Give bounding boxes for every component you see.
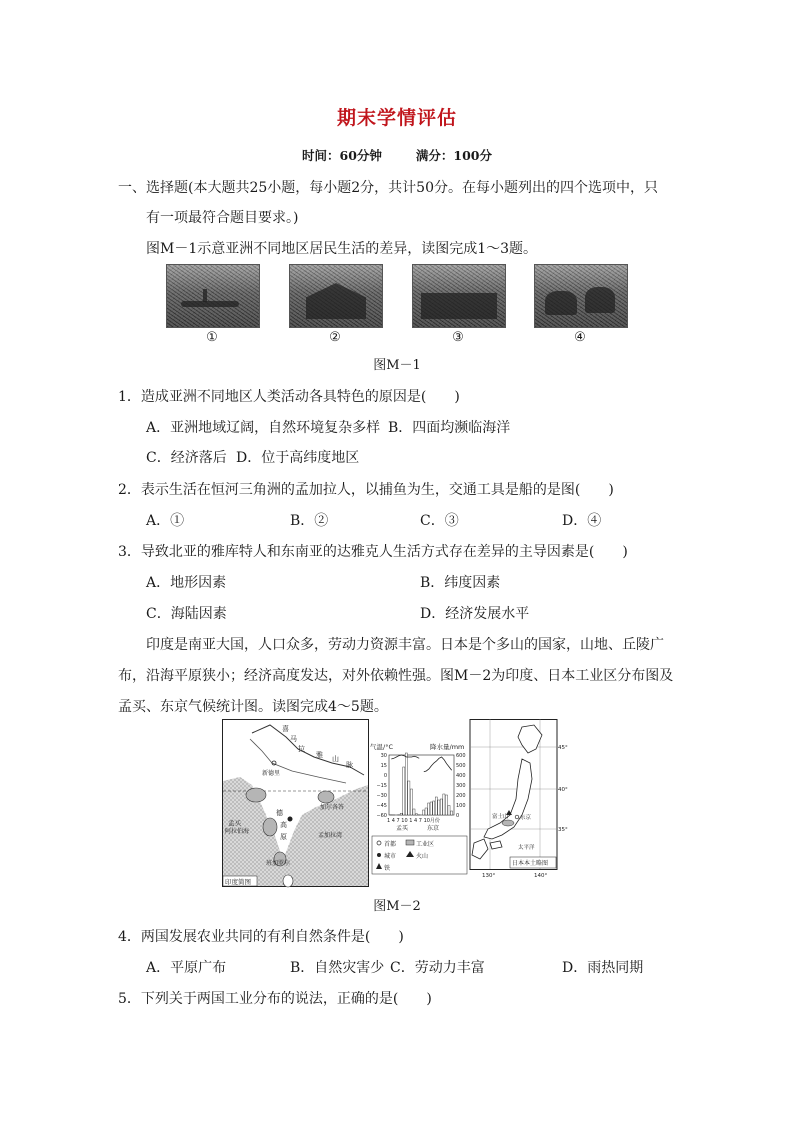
temp-line-tokyo [424, 757, 452, 772]
figure2-map [222, 719, 568, 887]
precip-bar-tokyo [435, 797, 437, 815]
precip-tick-label: 500 [456, 763, 466, 769]
map-label-himalaya-1: 喜 [282, 725, 289, 733]
precip-bar-tokyo [433, 801, 435, 815]
temp-tick-label: 30 [380, 753, 387, 759]
q2-stem: 2．表示生活在恒河三角洲的孟加拉人，以捕鱼为生，交通工具是船的是图( ) [118, 482, 614, 498]
japan-label-fuji: 富士山 [492, 814, 509, 820]
precip-tick-label: 200 [456, 793, 466, 799]
japan-lat-35: 35° [558, 827, 568, 833]
map-label-himalaya-3: 拉 [298, 745, 305, 753]
map-label-himalaya-2: 马 [290, 735, 297, 743]
climate-month-ticks: 1 4 7 10 1 4 7 10月份 [387, 818, 440, 824]
precip-bar-tokyo [440, 799, 442, 815]
passage-line3: 孟买、东京气候统计图。读图完成4～5题。 [118, 699, 388, 715]
india-map-title: 印度简图 [225, 878, 251, 886]
photo-village [412, 264, 506, 328]
climate-lines [391, 755, 451, 772]
precip-bar-mumbai [415, 814, 417, 815]
map-label-kolkata: 加尔各答 [320, 804, 345, 811]
map-label-bay-of-bengal: 孟加拉湾 [318, 832, 343, 839]
exam-meta [0, 146, 794, 164]
q1-stem: 1．造成亚洲不同地区人类活动各具特色的原因是( ) [118, 389, 460, 405]
japan-panel [470, 719, 568, 879]
climate-bars [390, 753, 453, 815]
precip-tick-label: 300 [456, 783, 466, 789]
photo-label-1: ① [206, 330, 218, 345]
japan-lat-45: 45° [558, 745, 568, 751]
map-label-himalaya-4: 雅 [316, 751, 323, 759]
precip-bar-mumbai [400, 813, 402, 815]
japan-label-tokyo: 东京 [520, 815, 532, 821]
temp-tick-label: −30 [376, 793, 387, 799]
exam-score: 满分：100分 [415, 148, 492, 163]
temp-tick-label: −45 [376, 803, 387, 809]
temp-tick-label: 15 [380, 763, 387, 769]
japan-lon-140: 140° [534, 873, 548, 879]
legend-iron: 铁 [384, 865, 391, 872]
map-label-delhi: 新德里 [262, 770, 281, 777]
page-title: 期末学情评估 [336, 107, 457, 129]
map-label-himalaya-5: 山 [332, 755, 339, 763]
precip-tick-label: 100 [456, 803, 466, 809]
q1-option-d: D．位于高纬度地区 [236, 450, 360, 466]
japan-lon-130: 130° [482, 873, 496, 879]
photo-label-4: ④ [574, 330, 586, 345]
q3-option-c: C．海陆因素 [146, 606, 227, 622]
precip-bar-tokyo [438, 800, 440, 815]
q1-option-b: B．四面均濒临海洋 [388, 420, 511, 436]
map-label-himalaya-6: 脉 [346, 761, 353, 769]
precip-bar-mumbai [405, 753, 407, 815]
passage-line1: 印度是南亚大国，人口众多，劳动力资源丰富。日本是个多山的国家，山地、丘陵广 [146, 637, 664, 653]
map-label-mumbai: 孟买 [228, 819, 241, 827]
section-heading-line2: 有一项最符合题目要求。) [146, 210, 299, 226]
q4-option-d: D．雨热同期 [562, 960, 644, 976]
japan-lat-40: 40° [558, 787, 568, 793]
legend-volcano: 火山 [416, 853, 429, 860]
q4-stem: 4．两国发展农业共同的有利自然条件是( ) [118, 929, 404, 945]
q2-option-a: A．① [146, 513, 185, 529]
temp-tick-group [376, 753, 387, 819]
q1-option-c: C．经济落后 [146, 450, 227, 466]
map-label-bangalore: 班加罗尔 [266, 860, 291, 867]
map-label-deccan-3: 原 [280, 833, 287, 841]
legend-industrial-zone: 工业区 [416, 841, 435, 848]
photo-boat [166, 264, 260, 328]
photo-house [289, 264, 383, 328]
passage-line2: 布，沿海平原狭小；经济高度发达，对外依赖性强。图M－2为印度、日本工业区分布图及 [118, 668, 674, 684]
q1-option-a: A．亚洲地域辽阔，自然环境复杂多样 [146, 420, 381, 436]
precip-bar-tokyo [428, 803, 430, 815]
precip-tick-label: 400 [456, 773, 466, 779]
map-label-deccan-2: 高 [280, 821, 287, 829]
precip-bar-mumbai [410, 789, 412, 815]
exam-time: 时间：60分钟 [302, 148, 382, 163]
climate-city-tokyo: 东京 [427, 825, 440, 832]
legend-capital: 首都 [384, 841, 397, 848]
figure1-caption: 图M－1 [373, 358, 421, 373]
section-heading-line1: 一、选择题(本大题共25小题，每小题2分，共计50分。在每小题列出的四个选项中，只 [118, 180, 658, 196]
legend-city: 城市 [384, 853, 397, 860]
map-label-deccan-1: 德 [276, 809, 283, 817]
precip-bar-mumbai [403, 767, 405, 815]
map-label-arabian-sea: 阿拉伯海 [225, 828, 250, 835]
precip-bar-tokyo [448, 806, 450, 816]
precip-tick-group [456, 753, 466, 819]
precip-bar-tokyo [430, 802, 432, 815]
figure1-intro: 图M－1示意亚洲不同地区居民生活的差异，读图完成1～3题。 [146, 241, 538, 257]
q2-option-c: C．③ [420, 513, 459, 529]
japan-label-pacific: 太平洋 [518, 845, 535, 851]
climate-chart-panel [370, 742, 467, 874]
q2-option-d: D．④ [562, 513, 602, 529]
precip-bar-tokyo [450, 811, 452, 815]
temp-tick-label: −15 [376, 783, 387, 789]
temp-tick-label: −60 [376, 813, 387, 819]
precip-tick-label: 0 [456, 813, 460, 819]
photo-label-3: ③ [452, 330, 464, 345]
precip-bar-tokyo [443, 794, 445, 815]
figure2-caption: 图M－2 [373, 899, 421, 914]
q3-option-d: D．经济发展水平 [420, 606, 530, 622]
precip-bar-tokyo [445, 795, 447, 815]
q4-option-c: C．劳动力丰富 [390, 960, 485, 976]
precip-tick-label: 600 [456, 753, 466, 759]
climate-city-mumbai: 孟买 [396, 825, 409, 832]
precip-bar-mumbai [408, 781, 410, 815]
q4-option-a: A．平原广布 [146, 960, 227, 976]
photo-label-2: ② [329, 330, 341, 345]
q4-option-b: B．自然灾害少 [290, 960, 385, 976]
climate-ylabel-right: 降水量/mm [430, 743, 465, 751]
temp-tick-label: 0 [383, 773, 387, 779]
climate-ylabel-left: 气温/°C [370, 743, 393, 751]
precip-bar-mumbai [413, 809, 415, 815]
japan-map-title: 日本本土略图 [512, 860, 549, 867]
photo-reindeer [534, 264, 628, 328]
precip-bar-tokyo [425, 808, 427, 815]
q2-option-b: B．② [290, 513, 329, 529]
india-panel [223, 720, 369, 888]
precip-bar-tokyo [423, 810, 425, 815]
q5-stem: 5．下列关于两国工业分布的说法，正确的是( ) [118, 991, 432, 1007]
q3-stem: 3．导致北亚的雅库特人和东南亚的达雅克人生活方式存在差异的主导因素是( ) [118, 544, 628, 560]
q3-option-b: B．纬度因素 [420, 575, 501, 591]
q3-option-a: A．地形因素 [146, 575, 227, 591]
